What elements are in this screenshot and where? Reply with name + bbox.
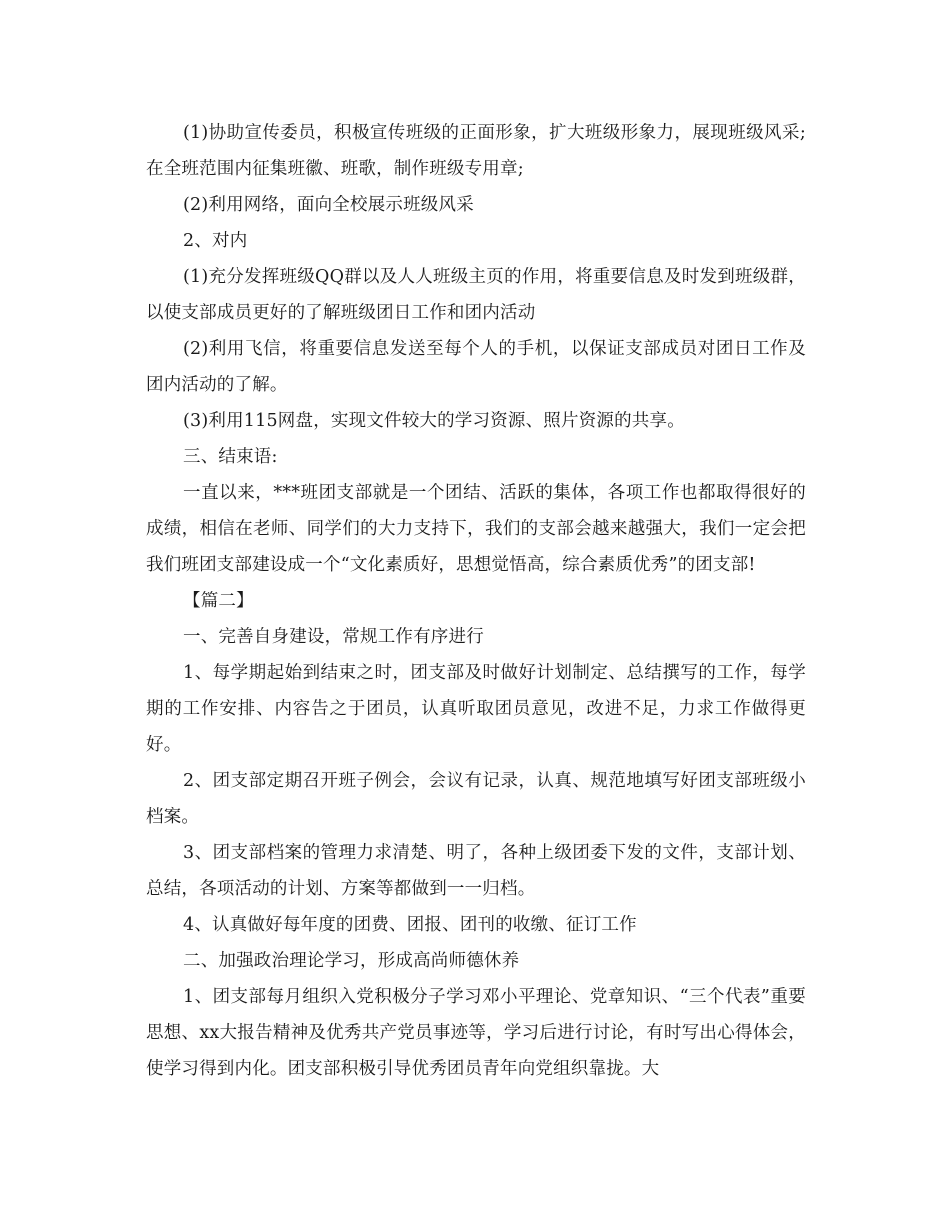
section-title-part-two: 【篇二】 <box>183 591 254 611</box>
document-body <box>146 115 806 1087</box>
heading-section-one: 一、完善自身建设，常规工作有序进行 <box>183 627 484 647</box>
paragraph-2-2: (2)利用飞信，将重要信息发送至每个人的手机，以保证支部成员对团日工作及团内活动的了解。 <box>146 339 806 395</box>
heading-section-two: 二、加强政治理论学习，形成高尚师德休养 <box>183 951 520 971</box>
paragraph-s1-3: 3、团支部档案的管理力求清楚、明了，各种上级团委下发的文件，支部计划、总结，各项活动的计划、方案等都做到一一归档。 <box>146 843 806 899</box>
paragraph-2-1: (1)充分发挥班级QQ群以及人人班级主页的作用，将重要信息及时发到班级群，以使支部成员更好的了解班级团日工作和团内活动 <box>146 267 806 323</box>
paragraph-conclusion: 一直以来，***班团支部就是一个团结、活跃的集体，各项工作也都取得很好的成绩，相信在老师、同学们的大力支持下，我们的支部会越来越强大，我们一定会把我们班团支部建设成一个“文化素质好，思想觉悟高，综合素质优秀”的团支部! <box>146 483 806 575</box>
paragraph-2-3: (3)利用115网盘，实现文件较大的学习资源、照片资源的共享。 <box>183 411 685 431</box>
paragraph-s1-4: 4、认真做好每年度的团费、团报、团刊的收缴、征订工作 <box>183 915 637 935</box>
heading-internal: 2、对内 <box>183 231 248 251</box>
paragraph-1-1: (1)协助宣传委员，积极宣传班级的正面形象，扩大班级形象力，展现班级风采;在全班范围内征集班徽、班歌，制作班级专用章; <box>146 123 806 179</box>
paragraph-1-2: (2)利用网络，面向全校展示班级风采 <box>183 195 474 215</box>
heading-conclusion: 三、结束语: <box>183 447 278 467</box>
paragraph-s1-2: 2、团支部定期召开班子例会，会议有记录，认真、规范地填写好团支部班级小档案。 <box>146 771 806 827</box>
paragraph-s1-1: 1、每学期起始到结束之时，团支部及时做好计划制定、总结撰写的工作，每学期的工作安排、内容告之于团员，认真听取团员意见，改进不足，力求工作做得更好。 <box>146 663 806 755</box>
paragraph-s2-1: 1、团支部每月组织入党积极分子学习邓小平理论、党章知识、“三个代表”重要思想、xx大报告精神及优秀共产党员事迹等，学习后进行讨论，有时写出心得体会，使学习得到内化。团支部积极引导优秀团员青年向党组织靠拢。大 <box>146 987 806 1079</box>
